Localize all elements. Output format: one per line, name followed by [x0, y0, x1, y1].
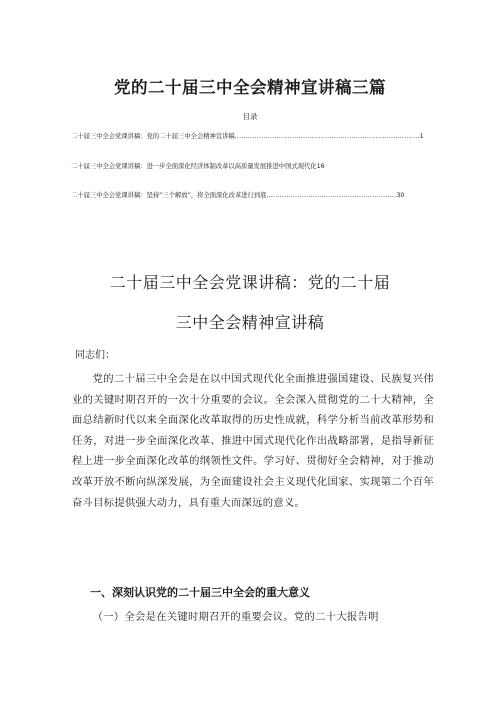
document-title: 党的二十届三中全会精神宣讲稿三篇 — [114, 78, 386, 97]
toc-item[interactable] — [71, 191, 433, 200]
toc-item-text: 二十届三中全会党课讲稿：党的二十届三中全会精神宣讲稿 — [71, 133, 235, 140]
toc-item-page: 30 — [396, 192, 405, 199]
toc-leader-dots: ........................................................... — [266, 192, 397, 199]
toc-heading: 目录 — [242, 112, 258, 121]
section-paragraph: （一）全会是在关键时期召开的重要会议。党的二十大报告明 — [92, 611, 379, 623]
talk-title-line-2: 三中全会精神宣讲稿 — [175, 313, 325, 332]
toc-item[interactable] — [71, 162, 433, 171]
talk-title-line-1: 二十届三中全会党课讲稿：党的二十届 — [109, 273, 391, 292]
toc-item-text: 二十届三中全会党课讲稿：进一步全面深化经济体制改革以高质量发展推进中国式现代化 — [71, 163, 317, 170]
toc-item-page: 1 — [419, 133, 424, 140]
section-heading: 一、深刻认识党的二十届三中全会的重大意义 — [90, 586, 310, 599]
toc-item-text: 二十届三中全会党课讲稿：坚持“三个解放”，将全面深化改革进行到底 — [71, 192, 267, 199]
salutation: 同志们： — [75, 350, 115, 361]
body-paragraph: 党的二十届三中全会是在以中国式现代化全面推进强国建设、民族复兴伟业的关键时期召开的一次十分重要的会议。全会深入贯彻党的二十大精神，全面总结新时代以来全面深化改革取得的历史性成就，科学分析当前改革形势和任务，对进一步全面深化改革、推进中国式现代化作出战略部署，是指导新征程上进一步全面深化改革的纲领性文件。学习好、贯彻好全会精神，对于推动改革开放不断向纵深发展，为全面建设社会主义现代化国家、实现第二个百年奋斗目标提供强大动力，具有重大而深远的意义。 — [72, 373, 434, 509]
toc-leader-dots: .................................................................................... — [234, 133, 420, 140]
toc-item[interactable] — [71, 132, 433, 141]
toc-item-page: 16 — [316, 163, 325, 170]
